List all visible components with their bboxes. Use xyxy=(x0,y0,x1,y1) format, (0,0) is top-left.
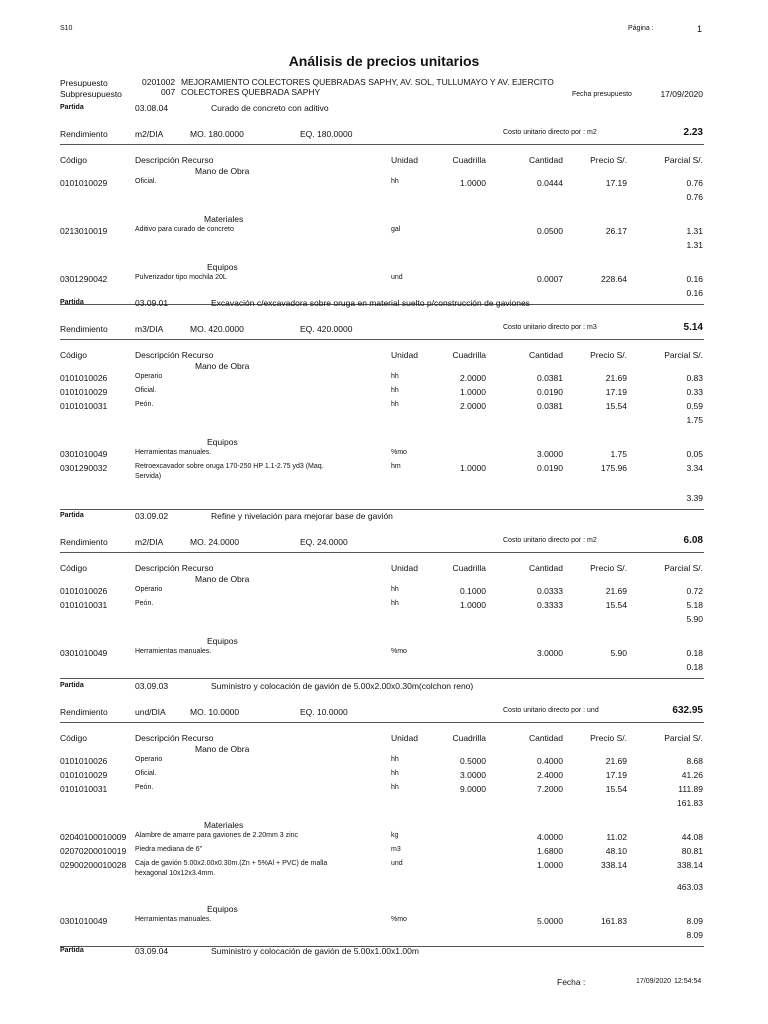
resource-price: 15.54 xyxy=(605,784,627,794)
resource-code: 0101010031 xyxy=(60,600,108,610)
group-header-equipos: Equipos xyxy=(207,437,238,447)
resource-description: Oficial. xyxy=(135,387,157,394)
rendimiento-unit: m2/DIA xyxy=(135,129,164,139)
col-header-unidad: Unidad xyxy=(391,350,418,360)
col-header-precio: Precio S/. xyxy=(590,563,627,573)
resource-quantity: 0.0190 xyxy=(537,463,563,473)
resource-price: 17.19 xyxy=(605,178,627,188)
partida-description: Refine y nivelación para mejorar base de gavión xyxy=(211,511,393,521)
resource-price: 5.90 xyxy=(610,648,627,658)
resource-description: Herramientas manuales. xyxy=(135,648,212,655)
resource-code: 0213010019 xyxy=(60,226,108,236)
section-end-rule xyxy=(60,678,704,679)
resource-partial: 0.18 xyxy=(686,648,703,658)
resource-unit: hh xyxy=(391,178,399,185)
partida-label: Partida xyxy=(60,104,84,111)
resource-unit: und xyxy=(391,274,403,281)
resource-unit: %mo xyxy=(391,648,407,655)
resource-partial: 80.81 xyxy=(681,846,703,856)
group-subtotal-mano-obra: 1.75 xyxy=(686,415,703,425)
resource-price: 21.69 xyxy=(605,756,627,766)
group-header-materiales: Materiales xyxy=(204,820,244,830)
page-number: 1 xyxy=(696,24,702,34)
resource-code: 0301010049 xyxy=(60,449,108,459)
resource-partial: 3.34 xyxy=(686,463,703,473)
rendimiento-eq: EQ. 10.0000 xyxy=(300,707,348,717)
partida-code: 03.09.03 xyxy=(135,681,169,691)
resource-price: 17.19 xyxy=(605,770,627,780)
resource-cuadrilla: 9.0000 xyxy=(460,784,486,794)
col-header-unidad: Unidad xyxy=(391,155,418,165)
resource-description: Peón. xyxy=(135,600,154,607)
col-header-cuadrilla: Cuadrilla xyxy=(452,563,486,573)
page-label: Página : xyxy=(628,25,654,32)
col-header-precio: Precio S/. xyxy=(590,733,627,743)
col-header-parcial: Parcial S/. xyxy=(664,350,703,360)
resource-unit: hh xyxy=(391,784,399,791)
resource-quantity: 3.0000 xyxy=(537,449,563,459)
presupuesto-code: 0201002 xyxy=(142,77,176,87)
resource-quantity: 0.0500 xyxy=(537,226,563,236)
col-header-descripcion: Descripción Recurso xyxy=(135,563,214,573)
costo-unitario-value: 632.95 xyxy=(672,705,703,716)
resource-code: 02040100010009 xyxy=(60,832,127,842)
resource-partial: 44.08 xyxy=(681,832,703,842)
resource-quantity: 0.0333 xyxy=(537,586,563,596)
group-subtotal-equipos: 8.09 xyxy=(686,930,703,940)
resource-unit: hh xyxy=(391,770,399,777)
resource-description: Peón. xyxy=(135,784,154,791)
resource-quantity: 0.0381 xyxy=(537,401,563,411)
col-header-precio: Precio S/. xyxy=(590,350,627,360)
group-subtotal-equipos: 0.16 xyxy=(686,288,703,298)
resource-quantity: 0.0444 xyxy=(537,178,563,188)
group-header-mano-obra: Mano de Obra xyxy=(195,166,250,176)
resource-unit: hh xyxy=(391,401,399,408)
col-header-cuadrilla: Cuadrilla xyxy=(452,350,486,360)
col-header-codigo: Código xyxy=(60,563,87,573)
section-rule xyxy=(60,552,704,553)
partida-code: 03.09.01 xyxy=(135,298,169,308)
resource-description-cont: hexagonal 10x12x3.4mm. xyxy=(135,870,216,877)
group-header-mano-obra: Mano de Obra xyxy=(195,361,250,371)
group-header-equipos: Equipos xyxy=(207,904,238,914)
subpresupuesto-name: COLECTORES QUEBRADA SAPHY xyxy=(181,87,321,97)
resource-partial: 8.68 xyxy=(686,756,703,766)
resource-unit: %mo xyxy=(391,916,407,923)
resource-unit: hh xyxy=(391,586,399,593)
resource-description: Peón. xyxy=(135,401,154,408)
partida-label: Partida xyxy=(60,947,84,954)
resource-partial: 338.14 xyxy=(677,860,703,870)
rendimiento-unit: m2/DIA xyxy=(135,537,164,547)
resource-code: 0101010031 xyxy=(60,401,108,411)
section-end-rule xyxy=(60,509,704,510)
col-header-cuadrilla: Cuadrilla xyxy=(452,155,486,165)
costo-unitario-label: Costo unitario directo por : m2 xyxy=(503,129,597,136)
group-header-equipos: Equipos xyxy=(207,262,238,272)
section-rule xyxy=(60,722,704,723)
group-subtotal-mano-obra: 5.90 xyxy=(686,614,703,624)
col-header-unidad: Unidad xyxy=(391,733,418,743)
group-subtotal-mano-obra: 0.76 xyxy=(686,192,703,202)
resource-code: 0101010026 xyxy=(60,586,108,596)
resource-unit: hh xyxy=(391,600,399,607)
col-header-descripcion: Descripción Recurso xyxy=(135,155,214,165)
resource-price: 11.02 xyxy=(606,832,627,842)
col-header-codigo: Código xyxy=(60,350,87,360)
group-subtotal-equipos: 3.39 xyxy=(686,493,703,503)
resource-unit: hh xyxy=(391,373,399,380)
presupuesto-label: Presupuesto xyxy=(60,78,108,88)
resource-code: 0101010029 xyxy=(60,770,108,780)
resource-code: 0101010029 xyxy=(60,178,108,188)
resource-price: 26.17 xyxy=(605,226,627,236)
costo-unitario-value: 2.23 xyxy=(683,127,703,138)
resource-unit: %mo xyxy=(391,449,407,456)
resource-quantity: 2.4000 xyxy=(537,770,563,780)
partida-description: Excavación c/excavadora sobre oruga en material suelto p/construcción de gaviones xyxy=(211,298,530,308)
resource-description: Retroexcavador sobre oruga 170-250 HP 1.1-2.75 yd3 (Maq. xyxy=(135,463,324,470)
partida-label: Partida xyxy=(60,512,84,519)
resource-quantity: 5.0000 xyxy=(537,916,563,926)
resource-quantity: 0.3333 xyxy=(537,600,563,610)
resource-partial: 0.16 xyxy=(686,274,703,284)
partida-description: Suministro y colocación de gavión de 5.00x2.00x0.30m(colchon reno) xyxy=(211,681,474,691)
resource-description-cont: Servida) xyxy=(135,473,162,480)
partida-description: Curado de concreto con aditivo xyxy=(211,103,329,113)
rendimiento-mo: MO. 180.0000 xyxy=(190,129,244,139)
resource-cuadrilla: 0.1000 xyxy=(460,586,486,596)
rendimiento-label: Rendimiento xyxy=(60,324,108,334)
resource-code: 0301290032 xyxy=(60,463,108,473)
group-subtotal-materiales: 463.03 xyxy=(677,882,703,892)
col-header-precio: Precio S/. xyxy=(590,155,627,165)
partida-code: 03.08.04 xyxy=(135,103,169,113)
resource-unit: hh xyxy=(391,756,399,763)
resource-quantity: 7.2000 xyxy=(537,784,563,794)
resource-code: 0101010026 xyxy=(60,756,108,766)
resource-unit: gal xyxy=(391,226,401,233)
col-header-codigo: Código xyxy=(60,733,87,743)
partida-label: Partida xyxy=(60,682,84,689)
subpresupuesto-code: 007 xyxy=(161,87,176,97)
resource-partial: 1.31 xyxy=(686,226,703,236)
resource-partial: 8.09 xyxy=(686,916,703,926)
col-header-parcial: Parcial S/. xyxy=(664,563,703,573)
rendimiento-mo: MO. 420.0000 xyxy=(190,324,244,334)
col-header-unidad: Unidad xyxy=(391,563,418,573)
resource-code: 02070200010019 xyxy=(60,846,127,856)
resource-description: Herramientas manuales. xyxy=(135,449,212,456)
resource-description: Operario xyxy=(135,756,163,763)
fecha-presupuesto-label: Fecha presupuesto xyxy=(572,91,632,98)
resource-quantity: 0.0381 xyxy=(537,373,563,383)
rendimiento-label: Rendimiento xyxy=(60,537,108,547)
resource-partial: 0.33 xyxy=(686,387,703,397)
resource-price: 48.10 xyxy=(605,846,627,856)
report-code: S10 xyxy=(60,25,73,32)
resource-quantity: 1.0000 xyxy=(537,860,563,870)
resource-code: 0301010049 xyxy=(60,916,108,926)
resource-code: 0301010049 xyxy=(60,648,108,658)
resource-cuadrilla: 1.0000 xyxy=(460,600,486,610)
resource-quantity: 0.0190 xyxy=(537,387,563,397)
resource-cuadrilla: 0.5000 xyxy=(460,756,486,766)
resource-partial: 0.05 xyxy=(686,449,703,459)
costo-unitario-value: 5.14 xyxy=(683,322,703,333)
col-header-parcial: Parcial S/. xyxy=(664,733,703,743)
resource-cuadrilla: 2.0000 xyxy=(460,373,486,383)
costo-unitario-label: Costo unitario directo por : m3 xyxy=(503,324,597,331)
resource-description: Pulverizador tipo mochila 20L xyxy=(135,274,227,281)
resource-price: 1.75 xyxy=(610,449,627,459)
group-subtotal-materiales: 1.31 xyxy=(686,240,703,250)
group-header-equipos: Equipos xyxy=(207,636,238,646)
resource-cuadrilla: 2.0000 xyxy=(460,401,486,411)
group-header-mano-obra: Mano de Obra xyxy=(195,574,250,584)
subpresupuesto-label: Subpresupuesto xyxy=(60,89,122,99)
rendimiento-unit: und/DIA xyxy=(135,707,166,717)
footer-time-value: 12:54:54 xyxy=(674,978,702,985)
partida-description: Suministro y colocación de gavión de 5.00x1.00x1.00m xyxy=(211,946,419,956)
resource-cuadrilla: 1.0000 xyxy=(460,387,486,397)
resource-quantity: 0.0007 xyxy=(537,274,563,284)
rendimiento-eq: EQ. 24.0000 xyxy=(300,537,348,547)
resource-price: 21.69 xyxy=(605,373,627,383)
col-header-cantidad: Cantidad xyxy=(528,563,563,573)
resource-quantity: 0.4000 xyxy=(537,756,563,766)
rendimiento-unit: m3/DIA xyxy=(135,324,164,334)
resource-price: 161.83 xyxy=(601,916,627,926)
resource-unit: hh xyxy=(391,387,399,394)
partida-code: 03.09.04 xyxy=(135,946,169,956)
col-header-cantidad: Cantidad xyxy=(528,155,563,165)
resource-description: Operario xyxy=(135,373,163,380)
section-rule xyxy=(60,144,704,145)
resource-description: Operario xyxy=(135,586,163,593)
rendimiento-label: Rendimiento xyxy=(60,707,108,717)
resource-description: Piedra mediana de 6" xyxy=(135,846,203,853)
resource-partial: 0.72 xyxy=(686,586,703,596)
resource-price: 15.54 xyxy=(605,401,627,411)
resource-description: Oficial. xyxy=(135,178,157,185)
resource-description: Alambre de amarre para gaviones de 2.20mm 3 zinc xyxy=(135,832,299,839)
resource-code: 0101010029 xyxy=(60,387,108,397)
footer-fecha-label: Fecha : xyxy=(557,977,586,987)
col-header-codigo: Código xyxy=(60,155,87,165)
costo-unitario-label: Costo unitario directo por : m2 xyxy=(503,537,597,544)
resource-code: 0101010026 xyxy=(60,373,108,383)
col-header-parcial: Parcial S/. xyxy=(664,155,703,165)
resource-unit: m3 xyxy=(391,846,401,853)
group-header-mano-obra: Mano de Obra xyxy=(195,744,250,754)
group-subtotal-equipos: 0.18 xyxy=(686,662,703,672)
resource-unit: und xyxy=(391,860,403,867)
resource-quantity: 1.6800 xyxy=(537,846,563,856)
costo-unitario-value: 6.08 xyxy=(683,535,703,546)
resource-partial: 0.59 xyxy=(686,401,703,411)
fecha-presupuesto: 17/09/2020 xyxy=(660,89,703,99)
resource-partial: 41.26 xyxy=(681,770,703,780)
col-header-descripcion: Descripción Recurso xyxy=(135,733,214,743)
rendimiento-mo: MO. 10.0000 xyxy=(190,707,240,717)
section-rule xyxy=(60,339,704,340)
resource-unit: hm xyxy=(391,463,401,470)
footer-fecha-value: 17/09/2020 xyxy=(636,978,672,985)
resource-partial: 0.83 xyxy=(686,373,703,383)
rendimiento-eq: EQ. 420.0000 xyxy=(300,324,353,334)
page-title: Análisis de precios unitarios xyxy=(288,53,480,69)
resource-quantity: 4.0000 xyxy=(537,832,563,842)
partida-label: Partida xyxy=(60,299,84,306)
resource-partial: 111.89 xyxy=(678,784,703,794)
resource-description: Herramientas manuales. xyxy=(135,916,212,923)
col-header-descripcion: Descripción Recurso xyxy=(135,350,214,360)
resource-code: 0101010031 xyxy=(60,784,108,794)
resource-price: 21.69 xyxy=(605,586,627,596)
resource-cuadrilla: 1.0000 xyxy=(460,178,486,188)
resource-description: Oficial. xyxy=(135,770,157,777)
col-header-cantidad: Cantidad xyxy=(528,733,563,743)
col-header-cantidad: Cantidad xyxy=(528,350,563,360)
resource-price: 15.54 xyxy=(605,600,627,610)
costo-unitario-label: Costo unitario directo por : und xyxy=(503,707,599,714)
resource-code: 02900200010028 xyxy=(60,860,127,870)
resource-price: 17.19 xyxy=(605,387,627,397)
rendimiento-label: Rendimiento xyxy=(60,129,108,139)
resource-partial: 5.18 xyxy=(686,600,703,610)
resource-cuadrilla: 1.0000 xyxy=(460,463,486,473)
resource-description: Caja de gavión 5.00x2.00x0.30m.(Zn + 5%Al + PVC) de malla xyxy=(135,860,328,867)
partida-code: 03.09.02 xyxy=(135,511,169,521)
rendimiento-mo: MO. 24.0000 xyxy=(190,537,240,547)
resource-partial: 0.76 xyxy=(686,178,703,188)
resource-cuadrilla: 3.0000 xyxy=(460,770,486,780)
resource-price: 175.96 xyxy=(601,463,627,473)
resource-price: 228.64 xyxy=(601,274,627,284)
resource-price: 338.14 xyxy=(601,860,627,870)
group-header-materiales: Materiales xyxy=(204,214,244,224)
resource-unit: kg xyxy=(391,832,399,839)
resource-code: 0301290042 xyxy=(60,274,108,284)
resource-description: Aditivo para curado de concreto xyxy=(135,226,234,233)
group-subtotal-mano-obra: 161.83 xyxy=(677,798,703,808)
col-header-cuadrilla: Cuadrilla xyxy=(452,733,486,743)
rendimiento-eq: EQ. 180.0000 xyxy=(300,129,353,139)
resource-quantity: 3.0000 xyxy=(537,648,563,658)
presupuesto-name: MEJORAMIENTO COLECTORES QUEBRADAS SAPHY, AV. SOL, TULLUMAYO Y AV. EJERCITO xyxy=(181,77,554,87)
